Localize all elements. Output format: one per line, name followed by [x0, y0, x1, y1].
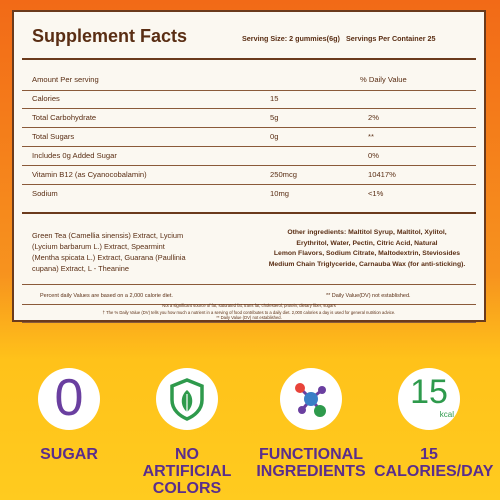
proprietary-blend	[32, 230, 252, 274]
row-name: Total Carbohydrate	[32, 113, 97, 122]
divider	[22, 146, 476, 147]
facts-row	[32, 110, 474, 126]
feature-label-line: 15	[420, 446, 438, 463]
feature-calories	[374, 368, 494, 480]
servings-per-container: Servings Per Container 25	[346, 34, 436, 43]
feature-sugar	[14, 368, 124, 463]
facts-title: Supplement Facts	[32, 26, 188, 46]
kcal-icon	[398, 368, 460, 430]
feature-label-line: FUNCTIONAL	[259, 446, 363, 463]
blend-line: cupana) Extract, L - Theanine	[32, 264, 129, 273]
divider	[22, 58, 476, 60]
ingredients-line: Medium Chain Triglyceride, Carnauba Wax (for anti-sticking).	[268, 260, 466, 268]
kcal-unit: kcal	[439, 410, 454, 419]
footnote-not-significant: Not a significant source of fat, saturated fat, trans fat, cholesterol, protein, dietary fiber, sugars	[162, 303, 336, 308]
ingredients-line: Lemon Flavors, Sodium Citrate, Maltodextrin, Steviosides	[273, 250, 461, 257]
row-dv: <1%	[368, 189, 384, 198]
feature-label-line: INGREDIENTS	[256, 463, 366, 480]
divider	[22, 165, 476, 166]
blend-line: (Lycium barbarum L.) Extract, Spearmint	[32, 242, 165, 251]
blend-line: (Mentha spicata L.) Extract, Guarana (Paullinia	[32, 253, 186, 262]
row-dv: 10417%	[368, 170, 396, 179]
row-dv: 0%	[368, 151, 379, 160]
feature-no-artificial-colors	[132, 368, 242, 497]
facts-row	[32, 129, 474, 145]
footnote-calories: Percent daily Values are based on a 2,000 calorie diet.	[40, 293, 173, 299]
divider	[22, 322, 476, 323]
leaf-shield-icon	[156, 368, 218, 430]
feature-label	[132, 446, 242, 497]
feature-functional-ingredients	[256, 368, 366, 480]
header-dv: % Daily Value	[360, 75, 407, 84]
footnote-line: ** Daily Value (DV) not established.	[216, 315, 282, 320]
divider	[22, 184, 476, 185]
zero-icon	[38, 368, 100, 430]
row-name: Includes 0g Added Sugar	[32, 151, 117, 160]
row-amount: 10mg	[270, 189, 289, 198]
row-amount: 5g	[270, 113, 279, 122]
feature-label-line: CALORIES/DAY	[374, 463, 494, 480]
header-row	[32, 72, 474, 88]
row-amount: 15	[270, 94, 279, 103]
row-name: Calories	[32, 94, 60, 103]
feature-label	[256, 446, 366, 480]
facts-row	[32, 148, 474, 164]
ingredients-line: Erythritol, Water, Pectin, Citric Acid, Natural	[296, 239, 438, 247]
row-name: Sodium	[32, 189, 58, 198]
row-name: Vitamin B12 (as Cyanocobalamin)	[32, 170, 147, 179]
zero-value: 0	[54, 369, 84, 427]
facts-row	[32, 91, 474, 107]
feature-label-line: SUGAR	[40, 446, 98, 463]
feature-label	[14, 446, 124, 463]
row-dv: **	[368, 132, 374, 141]
facts-row	[32, 167, 474, 183]
other-ingredients	[262, 228, 472, 270]
feature-label-line: NO ARTIFICIAL	[142, 446, 232, 480]
divider	[22, 127, 476, 128]
feature-label	[374, 446, 494, 480]
divider	[22, 284, 476, 285]
row-dv: 2%	[368, 113, 379, 122]
row-amount: 250mcg	[270, 170, 298, 179]
ingredients-line: Other ingredients: Maltitol Syrup, Maltitol, Xylitol,	[287, 229, 447, 236]
divider	[22, 108, 476, 109]
footnote-daily-value	[14, 310, 484, 320]
footnote-line: † The % Daily Value (DV) tells you how much a nutrient in a serving of food contributes to a daily diet. 2,000 calories a day is used for general nutrition advice.	[102, 310, 396, 315]
serving-size: Serving Size: 2 gummies(6g)	[242, 34, 340, 43]
row-name: Total Sugars	[32, 132, 75, 141]
header-amount: Amount Per serving	[32, 75, 99, 84]
facts-row	[32, 186, 474, 202]
blend-line: Green Tea (Camellia sinensis) Extract, Lycium	[32, 231, 184, 240]
footnote-dv: ** Daily Value(DV) not established.	[326, 293, 411, 299]
row-amount: 0g	[270, 132, 279, 141]
molecule-icon	[280, 368, 342, 430]
divider	[22, 212, 476, 214]
kcal-value: 15	[410, 373, 448, 411]
supplement-facts-panel	[12, 10, 486, 322]
feature-label-line: COLORS	[152, 480, 222, 497]
